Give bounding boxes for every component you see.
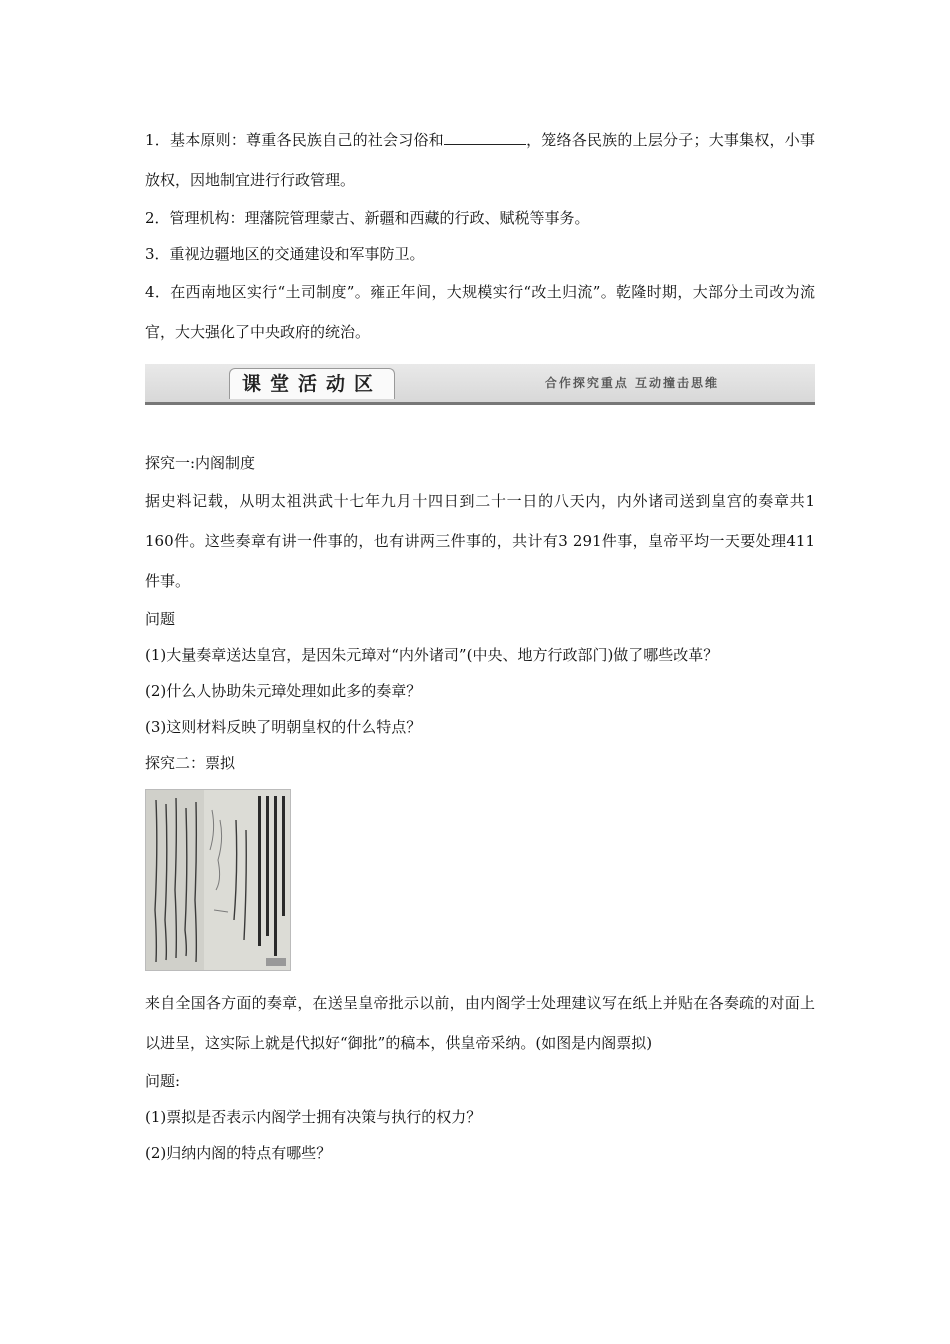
intro-item-1-text-b: ，笼络各民族的上层分子；大事集权，小事放权，因地制宜进行行政管理。 xyxy=(145,131,815,189)
inquiry-1-material: 据史料记载，从明太祖洪武十七年九月十四日到二十一日的八天内，内外诸司送到皇宫的奏章共1 160件。这些奏章有讲一件事的，也有讲两三件事的，共计有3 291件事，皇帝平均一天要处理411件事。 xyxy=(145,492,815,590)
intro-item-1 xyxy=(145,120,815,200)
section-banner xyxy=(145,364,815,405)
intro-item-1-text-a: 1．基本原则：尊重各民族自己的社会习俗和 xyxy=(145,131,444,149)
banner-title: 课堂活动区 xyxy=(229,368,395,399)
inquiry-1-question-3: (3)这则材料反映了明朝皇权的什么特点？ xyxy=(145,718,422,736)
inquiry-1-question-2: (2)什么人协助朱元璋处理如此多的奏章？ xyxy=(145,682,422,700)
banner-subtitle: 合作探究重点 互动撞击思维 xyxy=(544,376,719,390)
fill-in-blank xyxy=(444,130,526,145)
intro-item-4: 4．在西南地区实行“土司制度”。雍正年间，大规模实行“改土归流”。乾隆时期，大部分土司改为流官，大大强化了中央政府的统治。 xyxy=(145,283,815,341)
document-page xyxy=(145,120,815,1171)
manuscript-illustration xyxy=(146,790,290,970)
inquiry-2-heading: 探究二：票拟 xyxy=(145,754,236,772)
intro-item-3: 3．重视边疆地区的交通建设和军事防卫。 xyxy=(145,245,425,263)
inquiry-2-question-1: (1)票拟是否表示内阁学士拥有决策与执行的权力？ xyxy=(145,1108,482,1126)
inquiry-1-question-1: (1)大量奏章送达皇宫，是因朱元璋对“内外诸司”(中央、地方行政部门)做了哪些改革？ xyxy=(145,646,719,664)
inquiry-2-question-label: 问题: xyxy=(145,1072,181,1090)
inquiry-1-heading: 探究一:内阁制度 xyxy=(145,454,256,472)
inquiry-1-question-label: 问题 xyxy=(145,610,176,628)
intro-item-2: 2．管理机构：理藩院管理蒙古、新疆和西藏的行政、赋税等事务。 xyxy=(145,209,590,227)
inquiry-2-material: 来自全国各方面的奏章，在送呈皇帝批示以前，由内阁学士处理建议写在纸上并贴在各奏疏的对面上以进呈，这实际上就是代拟好“御批”的稿本，供皇帝采纳。(如图是内阁票拟) xyxy=(145,994,815,1052)
cabinet-draft-document-image xyxy=(145,789,291,971)
inquiry-2-question-2: (2)归纳内阁的特点有哪些？ xyxy=(145,1144,332,1162)
